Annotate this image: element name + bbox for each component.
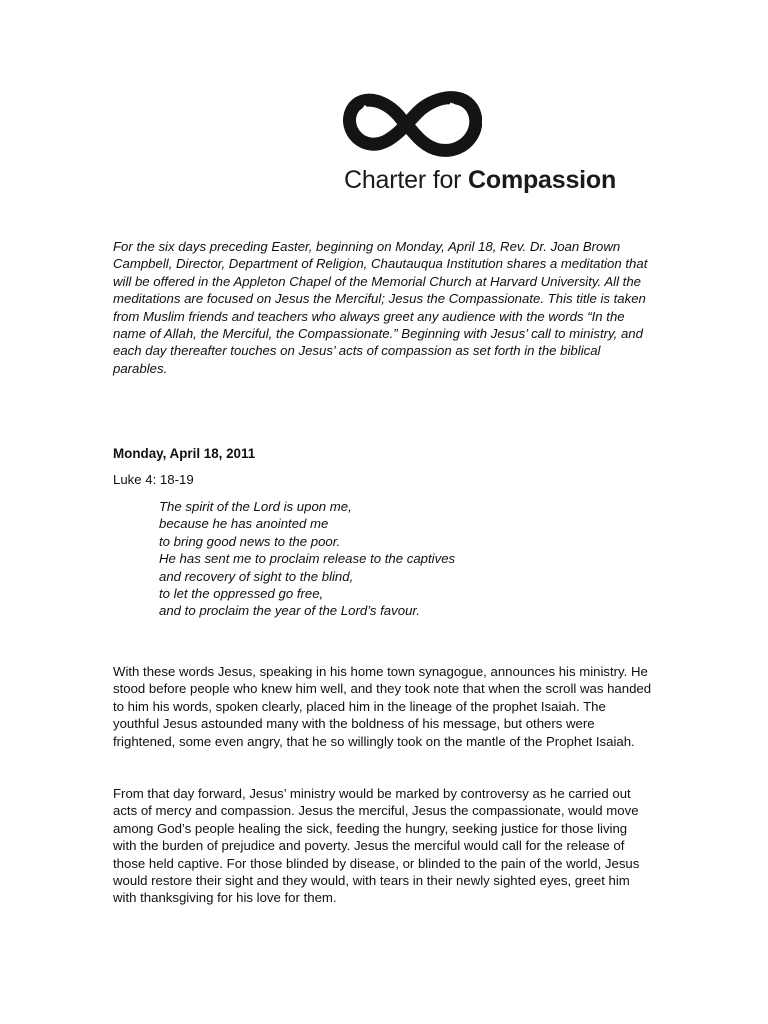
scripture-quote (159, 498, 455, 620)
intro-paragraph: For the six days preceding Easter, beginning on Monday, April 18, Rev. Dr. Joan Brown Campbell, Director, Department of Religion, Chautauqua Institution shares a meditation that will be offered in the Appleton Chapel of the Memorial Church at Harvard University. All the meditations are focused on Jesus the Merciful; Jesus the Compassionate. This title is taken from Muslim friends and teachers who always greet any audience with the words “In the name of Allah, the Merciful, the Compassionate.” Beginning with Jesus’ call to ministry, and each day thereafter touches on Jesus’ acts of compassion as set forth in the biblical parables. (113, 239, 648, 376)
quote-line: and recovery of sight to the blind, (159, 568, 354, 584)
charter-logo (330, 78, 660, 208)
quote-line: because he has anointed me (159, 516, 329, 532)
logo-name-bold: Compassion (468, 166, 617, 194)
logo-wordmark (344, 166, 616, 195)
body-paragraph: With these words Jesus, speaking in his home town synagogue, announces his ministry. He stood before people who knew him well, and they took note that when the scroll was handed to him his words, spoken clearly, placed him in the lineage of the prophet Isaiah. The youthful Jesus astounded many with the boldness of his message, but others were frightened, some even angry, that he so willingly took on the mantle of the Prophet Isaiah. (113, 664, 652, 749)
quote-line: and to proclaim the year of the Lord’s favour. (159, 603, 420, 619)
quote-line: The spirit of the Lord is upon me, (159, 499, 352, 514)
scripture-reference: Luke 4: 18-19 (113, 472, 194, 487)
logo-name-regular: Charter for (344, 166, 469, 194)
date-heading: Monday, April 18, 2011 (113, 446, 256, 461)
infinity-brush-icon (342, 78, 482, 168)
quote-line: to bring good news to the poor. (159, 533, 341, 549)
body-paragraph: From that day forward, Jesus’ ministry would be marked by controversy as he carried out acts of mercy and compassion. Jesus the merciful, Jesus the compassionate, would move among God’s people healing the sick, feeding the hungry, seeking justice for those living with the burden of prejudice and poverty. Jesus the merciful would call for the release of those held captive. For those blinded by disease, or blinded to the pain of the world, Jesus would restore their sight and they would, with tears in their newly sighted eyes, greet him with thanksgiving for his love for them. (113, 786, 640, 906)
quote-line: to let the oppressed go free, (159, 586, 324, 602)
quote-line: He has sent me to proclaim release to the captives (159, 551, 456, 567)
